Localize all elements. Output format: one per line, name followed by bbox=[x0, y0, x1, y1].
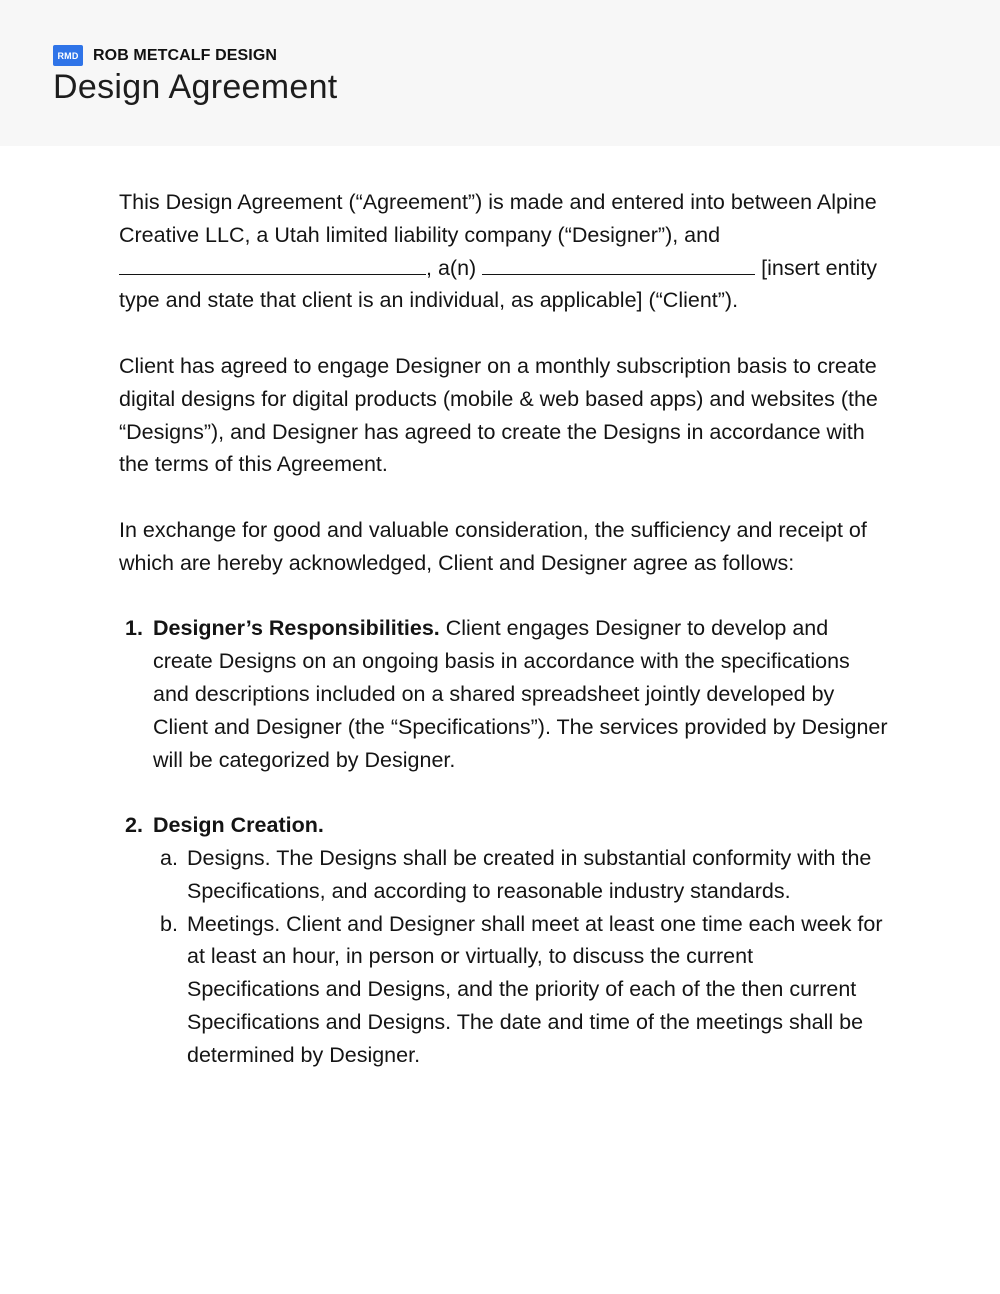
brand-name: ROB METCALF DESIGN bbox=[93, 46, 278, 64]
subsection-text: Designs. The Designs shall be created in substantial conformity with the Specifications, and according to reasonable industry standards. bbox=[187, 845, 872, 903]
intro-paragraph-parties bbox=[119, 186, 889, 317]
agreement-sections bbox=[119, 612, 889, 1071]
subsection-designs bbox=[153, 842, 889, 908]
section-heading: Designer’s Responsibilities. bbox=[153, 616, 440, 641]
section-design-creation bbox=[119, 809, 889, 1071]
brand bbox=[53, 45, 277, 66]
subsection-text: Meetings. Client and Designer shall meet at least one time each week for at least an hour, in person or virtually, to discuss the current Specifications and Designs, and the priority of each of the then current Specifications and Designs. The date and time of the meetings shall be determined by Designer. bbox=[187, 911, 883, 1067]
section-heading: Design Creation. bbox=[153, 813, 324, 838]
subsection-meetings bbox=[153, 908, 889, 1072]
section-number: 2. bbox=[125, 813, 143, 838]
section-designer-responsibilities bbox=[119, 612, 889, 776]
document-header bbox=[0, 0, 1000, 146]
intro-paragraph-engagement: Client has agreed to engage Designer on a monthly subscription basis to create digital designs for digital products (mobile & web based apps) and websites (the “Designs”), and Designer has agreed to create the Designs in accordance with the terms of this Agreement. bbox=[119, 353, 878, 477]
intro-text-part-3: [insert entity type and state that client is an individual, as applicable] (“Client”). bbox=[119, 255, 878, 313]
intro-text-part-2: , a(n) bbox=[426, 255, 483, 280]
client-name-blank bbox=[119, 253, 426, 275]
subsection-list bbox=[153, 842, 889, 1072]
subsection-letter: a. bbox=[160, 845, 178, 870]
document-body bbox=[119, 186, 889, 1104]
intro-text-part-1: This Design Agreement (“Agreement”) is made and entered into between Alpine Creative LLC, a Utah limited liability company (“Designer”), and bbox=[119, 190, 877, 247]
section-body: Client engages Designer to develop and create Designs on an ongoing basis in accordance with the specifications and descriptions included on a shared spreadsheet jointly developed by Client and Designer (the “Specifications”). The services provided by Designer will be categorized by Designer. bbox=[153, 616, 888, 772]
section-number: 1. bbox=[125, 616, 143, 641]
brand-logo: RMD bbox=[53, 45, 83, 66]
subsection-letter: b. bbox=[160, 911, 178, 936]
document-title: Design Agreement bbox=[53, 68, 338, 106]
intro-paragraph-consideration: In exchange for good and valuable consideration, the sufficiency and receipt of which are hereby acknowledged, Client and Designer agree as follows: bbox=[119, 517, 867, 575]
client-entity-type-blank bbox=[482, 253, 755, 275]
